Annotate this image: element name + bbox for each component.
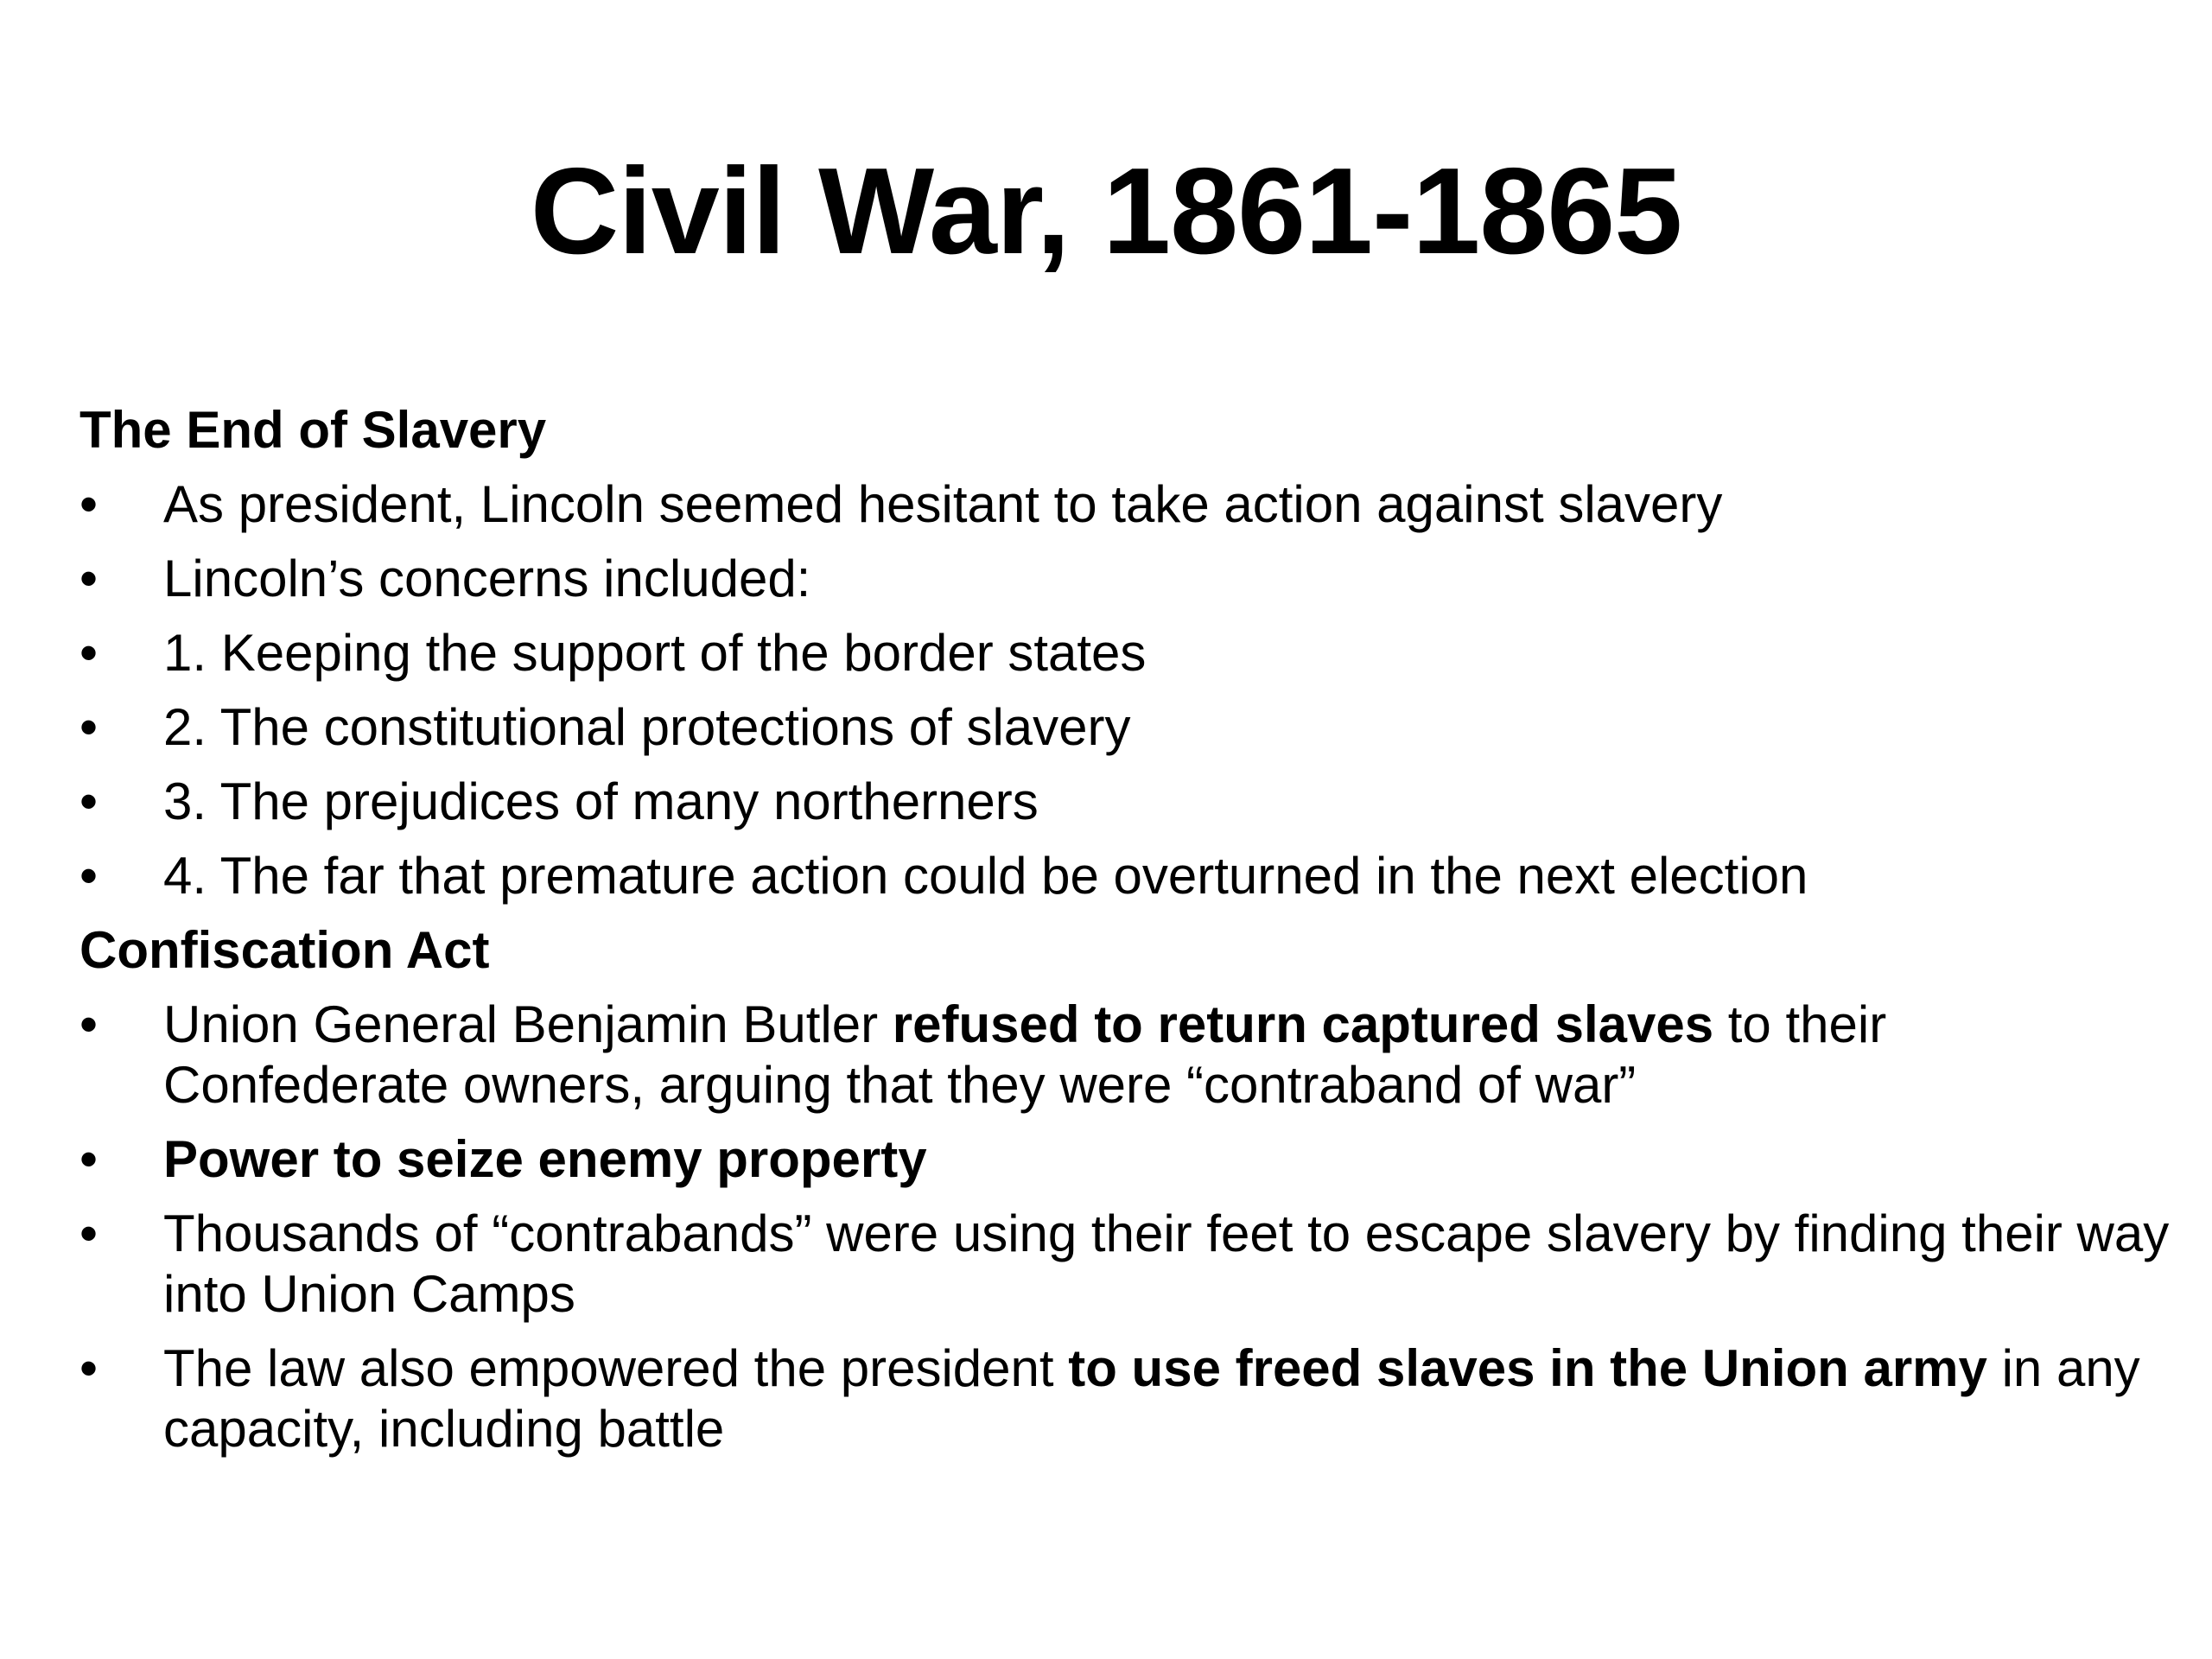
slide-body [79, 393, 2171, 1466]
bullet-item [79, 1122, 2171, 1197]
bullet-text-bold: to use freed slaves in the Union army [1068, 1339, 1987, 1397]
bullet-dot-icon: • [79, 550, 99, 607]
bullet-dot-icon: • [79, 698, 99, 756]
bullet-item [79, 765, 2171, 839]
bullet-item [79, 467, 2171, 542]
bullet-text: 4. The far that premature action could be overturned in the next election [163, 847, 1808, 905]
bullet-text-bold: Power to seize enemy property [163, 1130, 927, 1188]
bullet-text: 3. The prejudices of many northerners [163, 772, 1039, 830]
bullet-text: Lincoln’s concerns included: [163, 550, 811, 607]
bullet-list [79, 988, 2171, 1466]
bullet-item [79, 988, 2171, 1122]
bullet-dot-icon: • [79, 475, 99, 533]
bullet-text: to their Confederate owners, arguing that they were “contraband of war” [163, 995, 1887, 1114]
bullet-text: Union General Benjamin Butler [163, 995, 893, 1053]
bullet-text-bold: refused to return captured slaves [892, 995, 1714, 1053]
bullet-dot-icon: • [79, 995, 99, 1053]
section-heading: The End of Slavery [79, 401, 547, 459]
bullet-item [79, 616, 2171, 690]
bullet-item [79, 1197, 2171, 1332]
bullet-dot-icon: • [79, 624, 99, 682]
bullet-text: in any capacity, including battle [163, 1339, 2140, 1458]
bullet-dot-icon: • [79, 1205, 99, 1262]
bullet-item [79, 1332, 2171, 1466]
bullet-list [79, 467, 2171, 913]
bullet-item [79, 542, 2171, 616]
bullet-text: The law also empowered the president [163, 1339, 1069, 1397]
bullet-dot-icon: • [79, 1130, 99, 1188]
bullet-dot-icon: • [79, 847, 99, 905]
bullet-item [79, 690, 2171, 765]
section-heading: Confiscation Act [79, 921, 490, 979]
bullet-text: 1. Keeping the support of the border states [163, 624, 1147, 682]
bullet-dot-icon: • [79, 1339, 99, 1397]
slide-title: Civil War, 1861-1865 [530, 143, 1682, 280]
bullet-dot-icon: • [79, 772, 99, 830]
bullet-text: 2. The constitutional protections of slavery [163, 698, 1131, 756]
bullet-item [79, 839, 2171, 913]
bullet-text: Thousands of “contrabands” were using their feet to escape slavery by finding their way into Union Camps [163, 1205, 2170, 1323]
bullet-text: As president, Lincoln seemed hesitant to take action against slavery [163, 475, 1723, 533]
